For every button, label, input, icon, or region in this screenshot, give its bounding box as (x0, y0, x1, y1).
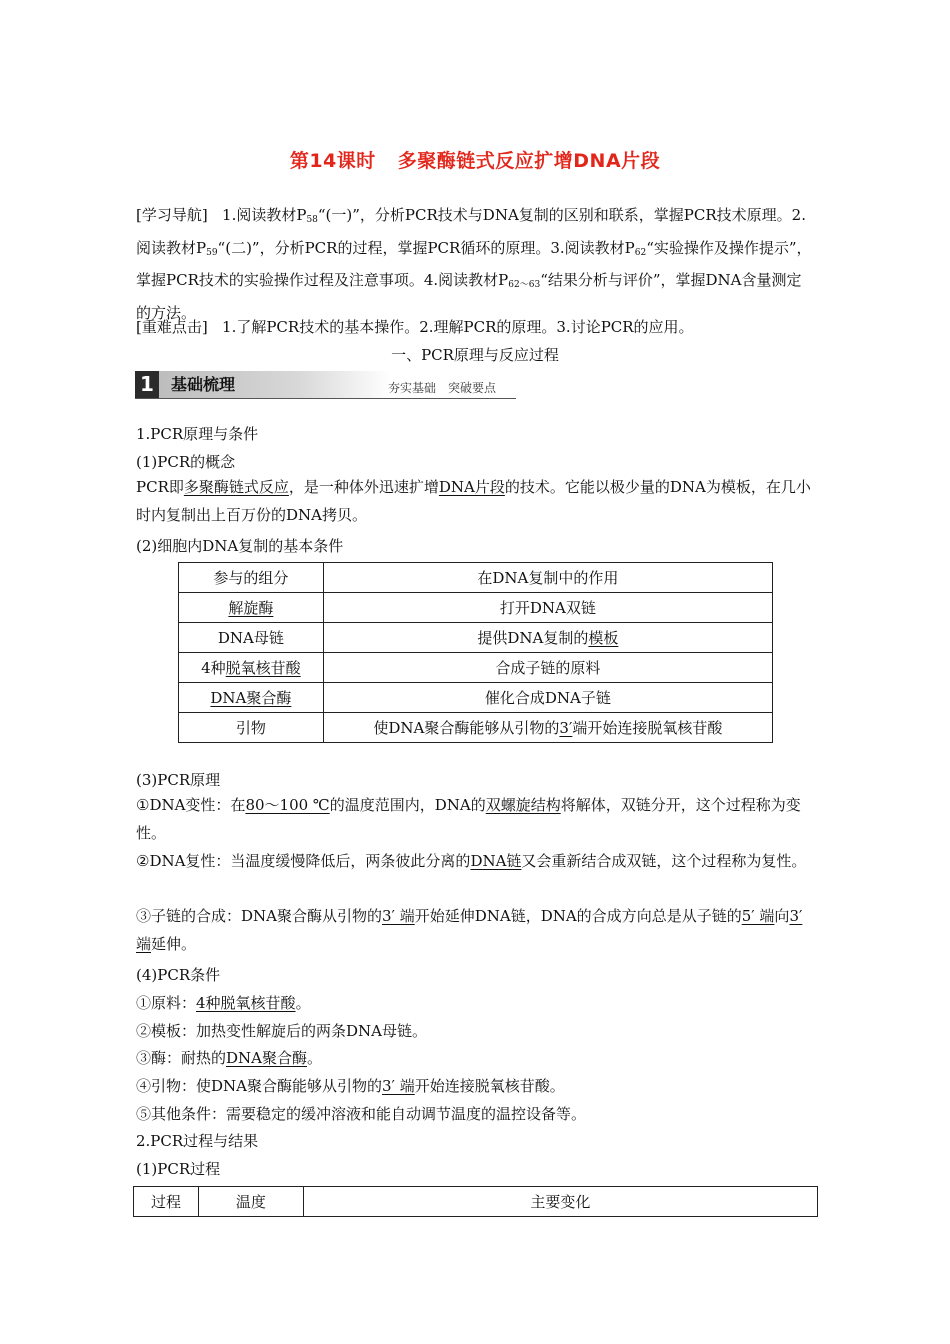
principle-text: 又会重新结合成双链，这个过程称为复性。 (521, 852, 807, 870)
table-cell: DNA母链 (179, 623, 324, 653)
principle-text: ①DNA变性：在 (136, 796, 246, 814)
table-cell: 催化合成DNA子链 (323, 683, 772, 713)
banner-rule (135, 398, 516, 399)
table-cell (179, 593, 324, 623)
banner-title: 基础梳理 (171, 375, 236, 394)
table-cell: 引物 (179, 713, 324, 743)
principle-denaturation (136, 792, 816, 847)
study-guide-label: [学习导航] (136, 206, 208, 224)
condition-text: 。 (307, 1049, 323, 1067)
cell-text: 端开始连接脱氧核苷酸 (572, 719, 723, 737)
condition-text: 开始连接脱氧核苷酸。 (414, 1077, 565, 1095)
cell-text: 4种 (201, 659, 226, 677)
principle-renaturation (136, 848, 816, 876)
condition-text: 。 (295, 994, 311, 1012)
principle-text: 延伸。 (151, 934, 197, 953)
table-cell: 打开DNA双链 (323, 593, 772, 623)
fill-in-answer: DNA链 (470, 852, 522, 870)
principle-heading: (3)PCR原理 (136, 771, 221, 789)
subsection-heading: 1.PCR原理与条件 (136, 425, 259, 443)
principle-text: 的温度范围内，DNA的 (329, 796, 486, 814)
guide-text: 1.阅读教材P (222, 206, 307, 224)
concept-text: ，是一种体外迅速扩增 (288, 478, 439, 496)
condition-item: ②模板：加热变性解旋后的两条DNA母链。 (136, 1022, 427, 1040)
key-points (136, 316, 694, 337)
fill-in-answer: 5′ 端 (741, 907, 775, 925)
principle-text: 将解体，双链分开，这个过程称为变性。 (136, 796, 801, 842)
banner-subtitle: 夯实基础 突破要点 (388, 381, 497, 395)
condition-item (136, 992, 311, 1013)
fill-in-answer: 多聚酶链式反应 (183, 478, 289, 496)
key-points-label: [重难点击] (136, 318, 208, 336)
section-banner (135, 369, 516, 399)
page-ref: 58 (306, 215, 318, 225)
table-cell (323, 713, 772, 743)
guide-text: “(一)”，分析PCR技术与DNA复制的区别和联系，掌握PCR技术原理。2.阅读教材P (136, 206, 806, 257)
table-row (179, 623, 773, 653)
pcr-process-table (133, 1186, 818, 1217)
table-header-cell: 过程 (134, 1187, 199, 1217)
fill-in-answer: DNA聚合酶 (210, 689, 292, 707)
replication-components-table (178, 562, 773, 743)
principle-text: 向 (774, 907, 790, 925)
principle-extension (136, 903, 816, 958)
fill-in-answer: 3′ (559, 719, 573, 737)
table-header-row (179, 563, 773, 593)
banner-number: 1 (135, 371, 159, 398)
fill-in-answer: 模板 (588, 629, 619, 647)
fill-in-answer: 双螺旋结构 (485, 796, 561, 814)
concept-paragraph (136, 474, 816, 529)
cell-text: 使DNA聚合酶能够从引物的 (373, 719, 560, 737)
table-row (179, 683, 773, 713)
principle-text: 开始延伸DNA链，DNA的合成方向总是从子链的 (414, 907, 742, 925)
condition-text: ④引物：使DNA聚合酶能够从引物的 (136, 1077, 382, 1095)
page-ref: 62～63 (508, 280, 541, 290)
process-heading: (1)PCR过程 (136, 1160, 221, 1178)
table-header-cell: 主要变化 (303, 1187, 817, 1217)
table-row (179, 593, 773, 623)
guide-text: “(二)”，分析PCR的过程，掌握PCR循环的原理。3.阅读教材P (217, 238, 635, 257)
concept-text: PCR即 (136, 478, 184, 496)
lesson-number: 第14课时 (289, 150, 376, 172)
guide-text: “实验操作及操作提示”，掌握PCR技术的实验操作过程及注意事项。4.阅读教材P (136, 238, 812, 289)
page-ref: 59 (206, 247, 218, 258)
fill-in-answer: 3′ 端 (382, 907, 415, 925)
pcr-conditions-heading: (4)PCR条件 (136, 966, 221, 984)
fill-in-answer: DNA聚合酶 (226, 1049, 307, 1067)
table-header-cell: 参与的组分 (179, 563, 324, 593)
table-header-cell: 在DNA复制中的作用 (323, 563, 772, 593)
page-ref: 62 (634, 247, 647, 258)
page-title (0, 146, 950, 173)
concept-heading: (1)PCR的概念 (136, 453, 236, 471)
table-cell (179, 683, 324, 713)
fill-in-answer: DNA片段 (438, 478, 505, 496)
subsection-heading: 2.PCR过程与结果 (136, 1132, 259, 1150)
condition-item: ⑤其他条件：需要稳定的缓冲溶液和能自动调节温度的温控设备等。 (136, 1105, 587, 1123)
table-header-cell: 温度 (198, 1187, 303, 1217)
principle-text: ②DNA复性：当温度缓慢降低后，两条彼此分离的 (136, 852, 471, 870)
table-cell: 合成子链的原料 (323, 653, 772, 683)
guide-text: “结果分析与评价”，掌握DNA含量测定的方法。 (136, 271, 802, 322)
fill-in-answer: 4种脱氧核苷酸 (196, 994, 296, 1012)
table-row (179, 653, 773, 683)
principle-text: ③子链的合成：DNA聚合酶从引物的 (136, 907, 382, 925)
fill-in-answer: 解旋酶 (228, 599, 274, 617)
condition-item (136, 1075, 565, 1096)
section-heading: 一、PCR原理与反应过程 (391, 346, 559, 364)
fill-in-answer: 3′ 端 (136, 907, 803, 953)
table-header-row (134, 1187, 818, 1217)
condition-text: ③酶：耐热的 (136, 1049, 227, 1067)
conditions-heading: (2)细胞内DNA复制的基本条件 (136, 537, 344, 555)
fill-in-answer: 80～100 ℃ (245, 796, 330, 814)
lesson-topic: 多聚酶链式反应扩增DNA片段 (397, 150, 661, 172)
banner-heading (159, 371, 391, 398)
fill-in-answer: 3′ 端 (382, 1077, 415, 1095)
study-guide (136, 202, 816, 327)
table-cell (323, 623, 772, 653)
cell-text: 提供DNA复制的 (477, 629, 589, 647)
condition-text: ①原料： (136, 994, 197, 1012)
fill-in-answer: 脱氧核苷酸 (225, 659, 301, 677)
key-points-text: 1.了解PCR技术的基本操作。2.理解PCR的原理。3.讨论PCR的应用。 (222, 318, 694, 336)
condition-item (136, 1047, 322, 1068)
concept-text: 的技术。它能以极少量的DNA为模板，在几小时内复制出上百万份的DNA拷贝。 (136, 478, 811, 524)
table-row (179, 713, 773, 743)
table-cell (179, 653, 324, 683)
